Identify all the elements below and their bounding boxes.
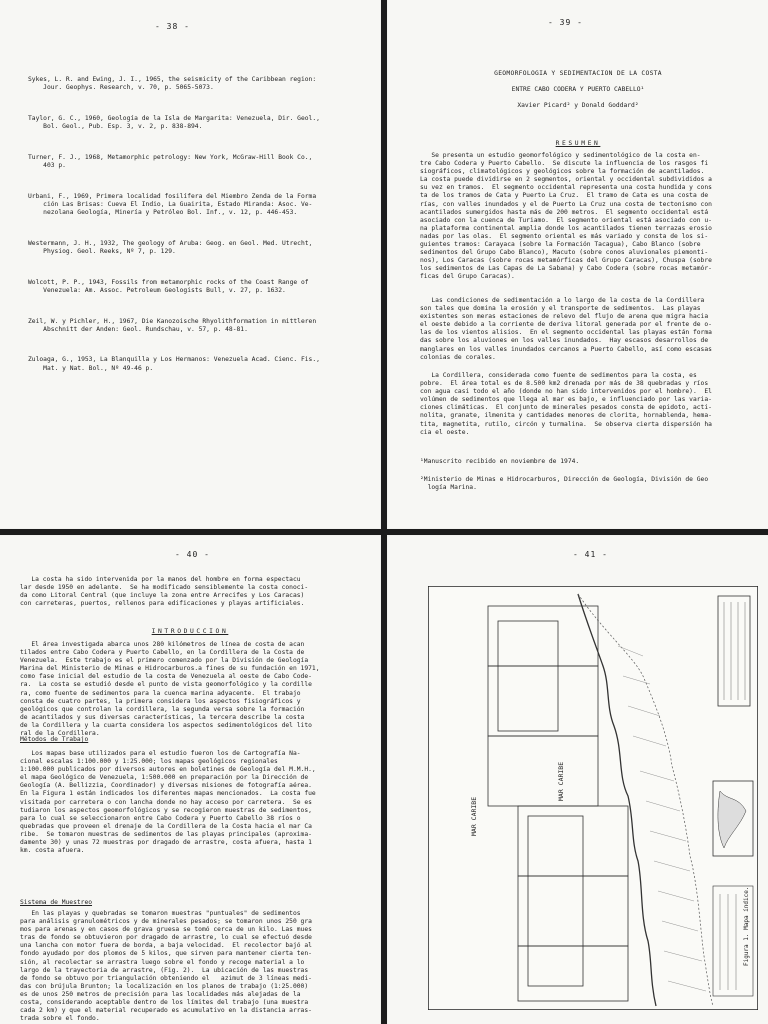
resumen-heading: RESUMEN (555, 140, 601, 147)
page-38 (0, 0, 380, 528)
reference: Westermann, J. H., 1932, The geology of Aruba: Geog. en Geol. Med. Utrecht, Physiog. Geol. Reeks, Nº 7, p. 129. (28, 239, 313, 255)
page-gutter-vertical (381, 0, 387, 1024)
body-paragraph: El área investigada abarca unos 280 kilómetros de línea de costa de acan tilados entre Cabo Codera y Puerto Cabello, en la Cordillera de la Costa de Venezuela. Este trabajo es el primero comenzado por la División de Geología Marina del Ministerio de Minas e Hidrocarburos.a fines de su fundación en 1971, como fase inicial del estudio de la costa de Venezuela al oeste de Cabo Code- ra. La costa se estudió desde el punto de vista geomorfológico y la cordille ra, como fuente de sedimentos para la cuenca marina adyacente. El trabajo consta de cuatro partes, la primera considera los aspectos fisiográficos y geológicos que controlan la cordillera, la segunda versa sobre la formación de acantilados y sus diversas características, la tercera describe la costa de la Cordillera y la cuarta considera los aspectos sedimentológicos del lito ral de la Cordillera. (20, 641, 320, 738)
article-authors: Xavier Picard² y Donald Goddard² (517, 102, 639, 109)
page-number: - 39 - (548, 18, 583, 27)
reference: Sykes, L. R. and Ewing, J. I., 1965, the seismicity of the Caribbean region: Jour. Geophys. Research, v. 70, p. 5065-5073. (28, 76, 317, 92)
reference: Turner, F. J., 1968, Metamorphic petrology: New York, McGraw-Hill Book Co., 403 p. (28, 153, 313, 170)
references-list (28, 60, 320, 395)
footnote: ¹Manuscrito recibido en noviembre de 1974. (420, 458, 580, 465)
introduccion-heading: INTRODUCCION (151, 628, 229, 635)
sea-label: MAR CARIBE (470, 796, 478, 836)
page-39 (388, 0, 768, 528)
sea-label: MAR CARIBE (557, 761, 565, 801)
article-subtitle: ENTRE CABO CODERA Y PUERTO CABELLO¹ (511, 86, 645, 93)
footnote: ²Ministerio de Minas e Hidrocarburos, Dirección de Geología, División de Geo logía Marina. (420, 476, 709, 492)
article-title: GEOMORFOLOGIA Y SEDIMENTACION DE LA COSTA (494, 70, 662, 77)
body-paragraph: En las playas y quebradas se tomaron muestras "puntuales" de sedimentos para análisis granulométricos y de minerales pesados; se tomaron unos 250 gra mos para arenas y en casos de grava gruesa se tomó cerca de un kilo. Las mues tras de fondo se obtuvieron por dragado de arrastre, lo cual se efectuó desde una lancha con motor fuera de borda, a baja velocidad. El recolector bajó al fondo ayudado por dos plomos de 5 kilos, que sirven para mantener cierta ten- sión, al recolectar se arrastra luego sobre el fondo y recoge material a lo largo de la trayectoria de arrastre, (Fig. 2). La ubicación de las muestras de fondo se obtuvo por triangulación obteniendo el azimut de 3 líneas medi- das con brújula Brunton; la localización en los planos de trabajo (1:25.000) es de unos 250 metros de precisión para las localidades más alejadas de la costa, considerando aceptable dentro de los límites del trabajo (una muestra cada 2 km) y que el material recuperado es acumulativo en la distancia arras- trada sobre el fondo. (20, 910, 312, 1023)
resumen-paragraph: La Cordillera, considerada como fuente de sedimentos para la costa, es pobre. El área total es de 8.500 km2 drenada por más de 38 quebradas y ríos con agua casi todo el año (donde no han sido intervenidos por el hombre). El volúmen de sedimentos que llega al mar es bajo, e influenciado por las varia- ciones climáticas. El conjunto de minerales pesados consta de epidoto, acti- nolita, granate, ilmenita y cantidades menores de clorita, hornablenda, hema- tita, magnetita, rutilo, circón y turmalina. Se observa cierta dispersión ha cia el oeste. (420, 372, 712, 436)
page-gutter-horizontal (0, 529, 768, 535)
figure-caption: Figura 1. Mapa índice. (743, 886, 750, 966)
index-map-figure (428, 586, 758, 1010)
section-heading: Sistema de Muestreo (20, 899, 93, 906)
reference: Zuloaga, G., 1953, La Blanquilla y Los Hermanos: Venezuela Acad. Cienc. Fis., Mat. y Nat. Bol., Nº 49-46 p. (28, 356, 320, 372)
page-40 (0, 536, 380, 1024)
page-41 (388, 536, 768, 1024)
resumen-paragraph: Se presenta un estudio geomorfológico y sedimentológico de la costa en- tre Cabo Codera y Puerto Cabello. Se discute la influencia de los rasgos fi siográficos, climatológicos y geológicos sobre la formación de acantilados. La costa puede dividirse en 2 segmentos, oriental y occidental subdivididos a su vez en tramos. El segmento occidental representa una costa hundida y cons ta de los tramos de Cata y Puerto La Cruz. El tramo de Cata es una costa de rías, con valles inundados y el de Puerto La Cruz una costa de tectonismo con acantilados sumergidos hasta más de 200 metros. El segmento occidental está asociado con la cuenca de Turiamo. El segmento oriental está asociado con u- na plataforma continental amplia donde los acantilados tienen terrazas erosio nadas por las olas. El segmento oriental es más variado y consta de los si- guientes tramos: Carayaca (sobre la Formación Tacagua), Cabo Blanco (sobre sedimentos del Grupo Cabo Blanco), Macuto (sobre conos aluvionales piemonti- nos), Los Caracas (sobre rocas metamórficas del Grupo Caracas), Chuspa (sobre los sedimentos de Las Capas de La Sabana) y Cabo Codera (sobre rocas metamór- ficas del Grupo Caracas). (420, 152, 712, 281)
page-number: - 38 - (155, 22, 190, 31)
body-paragraph: Los mapas base utilizados para el estudio fueron los de Cartografía Na- cional escalas 1:100.000 y 1:25.000; los mapas geológicos regionales 1:100.000 publicados por diversos autores en boletines de Geología del M.M.H., el mapa Geológico de Venezuela, 1:500.000 en preparación por la Dirección de Geología (A. Bellizzia, Coordinador) y diversas misiones de fotografía aérea. En la Figura 1 están indicados los diferentes mapas mencionados. La costa fue visitada por carretera o con lancha donde no hay acceso por carretera. Se es tudiaron los aspectos geomorfológicos y se recogieron muestras de sedimentos, para lo cual se seleccionaron entre Cabo Codera y Puerto Cabello 38 ríos o quebradas que proveen el drenaje de la Cordillera de la Costa hacia el mar Ca ribe. Se tomaron muestras de sedimentos de las playas principales (aproxima- damente 30) y unas 72 muestras por dragado de arrastre, costa afuera, hasta 1 km. costa afuera. (20, 750, 316, 855)
page-number: - 41 - (573, 550, 608, 559)
reference: Urbani, F., 1969, Primera localidad fosilífera del Miembro Zenda de la Forma ción Las Brisas: Cueva El Indio, La Guairita, Estado Miranda: Asoc. Ve- nezolana Geología, Minería y Petróleo Bol. Inf., v. 12, p. 446-453. (28, 192, 317, 216)
section-heading: Métodos de Trabajo (20, 736, 89, 743)
resumen-paragraph: Las condiciones de sedimentación a lo largo de la costa de la Cordillera son tales que domina la erosión y el transporte de sedimentos. Las playas existentes son meras estaciones de relevo del flujo de arena que migra hacia el oeste debido a la corriente de deriva litoral generada por el frente de o- las de los vientos alisios. En el segmento occidental las playas están forma das sobre los aluviones en los valles inundados. Hay escasos desarrollos de manglares en los valles inundados cercanos a Puerto Cabello, así como escasas colonias de corales. (420, 297, 712, 361)
intro-paragraph: La costa ha sido intervenida por la manos del hombre en forma espectacu lar desde 1950 en adelante. Se ha modificado sensiblemente la costa conoci- da como Litoral Central (que incluye la zona entre Arrecifes y Los Caracas) con carreteras, puertos, rellenos para edificaciones y playas artificiales. (20, 576, 309, 608)
reference: Wolcott, P. P., 1943, Fossils from metamorphic rocks of the Coast Range of Venezuela: Am. Assoc. Petroleum Geologists Bull, v. 27, p. 1632. (28, 278, 309, 294)
page-number: - 40 - (175, 550, 210, 559)
reference: Taylor, G. C., 1960, Geología de la Isla de Margarita: Venezuela, Dir. Geol., Bol. Geol., Pub. Esp. 3, v. 2, p. 838-894. (28, 115, 320, 131)
reference: Zeil, W. y Pichler, H., 1967, Die Kanozoische Rhyolithformation in mittleren Abschnitt der Anden: Geol. Rundschau, v. 57, p. 48-81. (28, 317, 317, 333)
